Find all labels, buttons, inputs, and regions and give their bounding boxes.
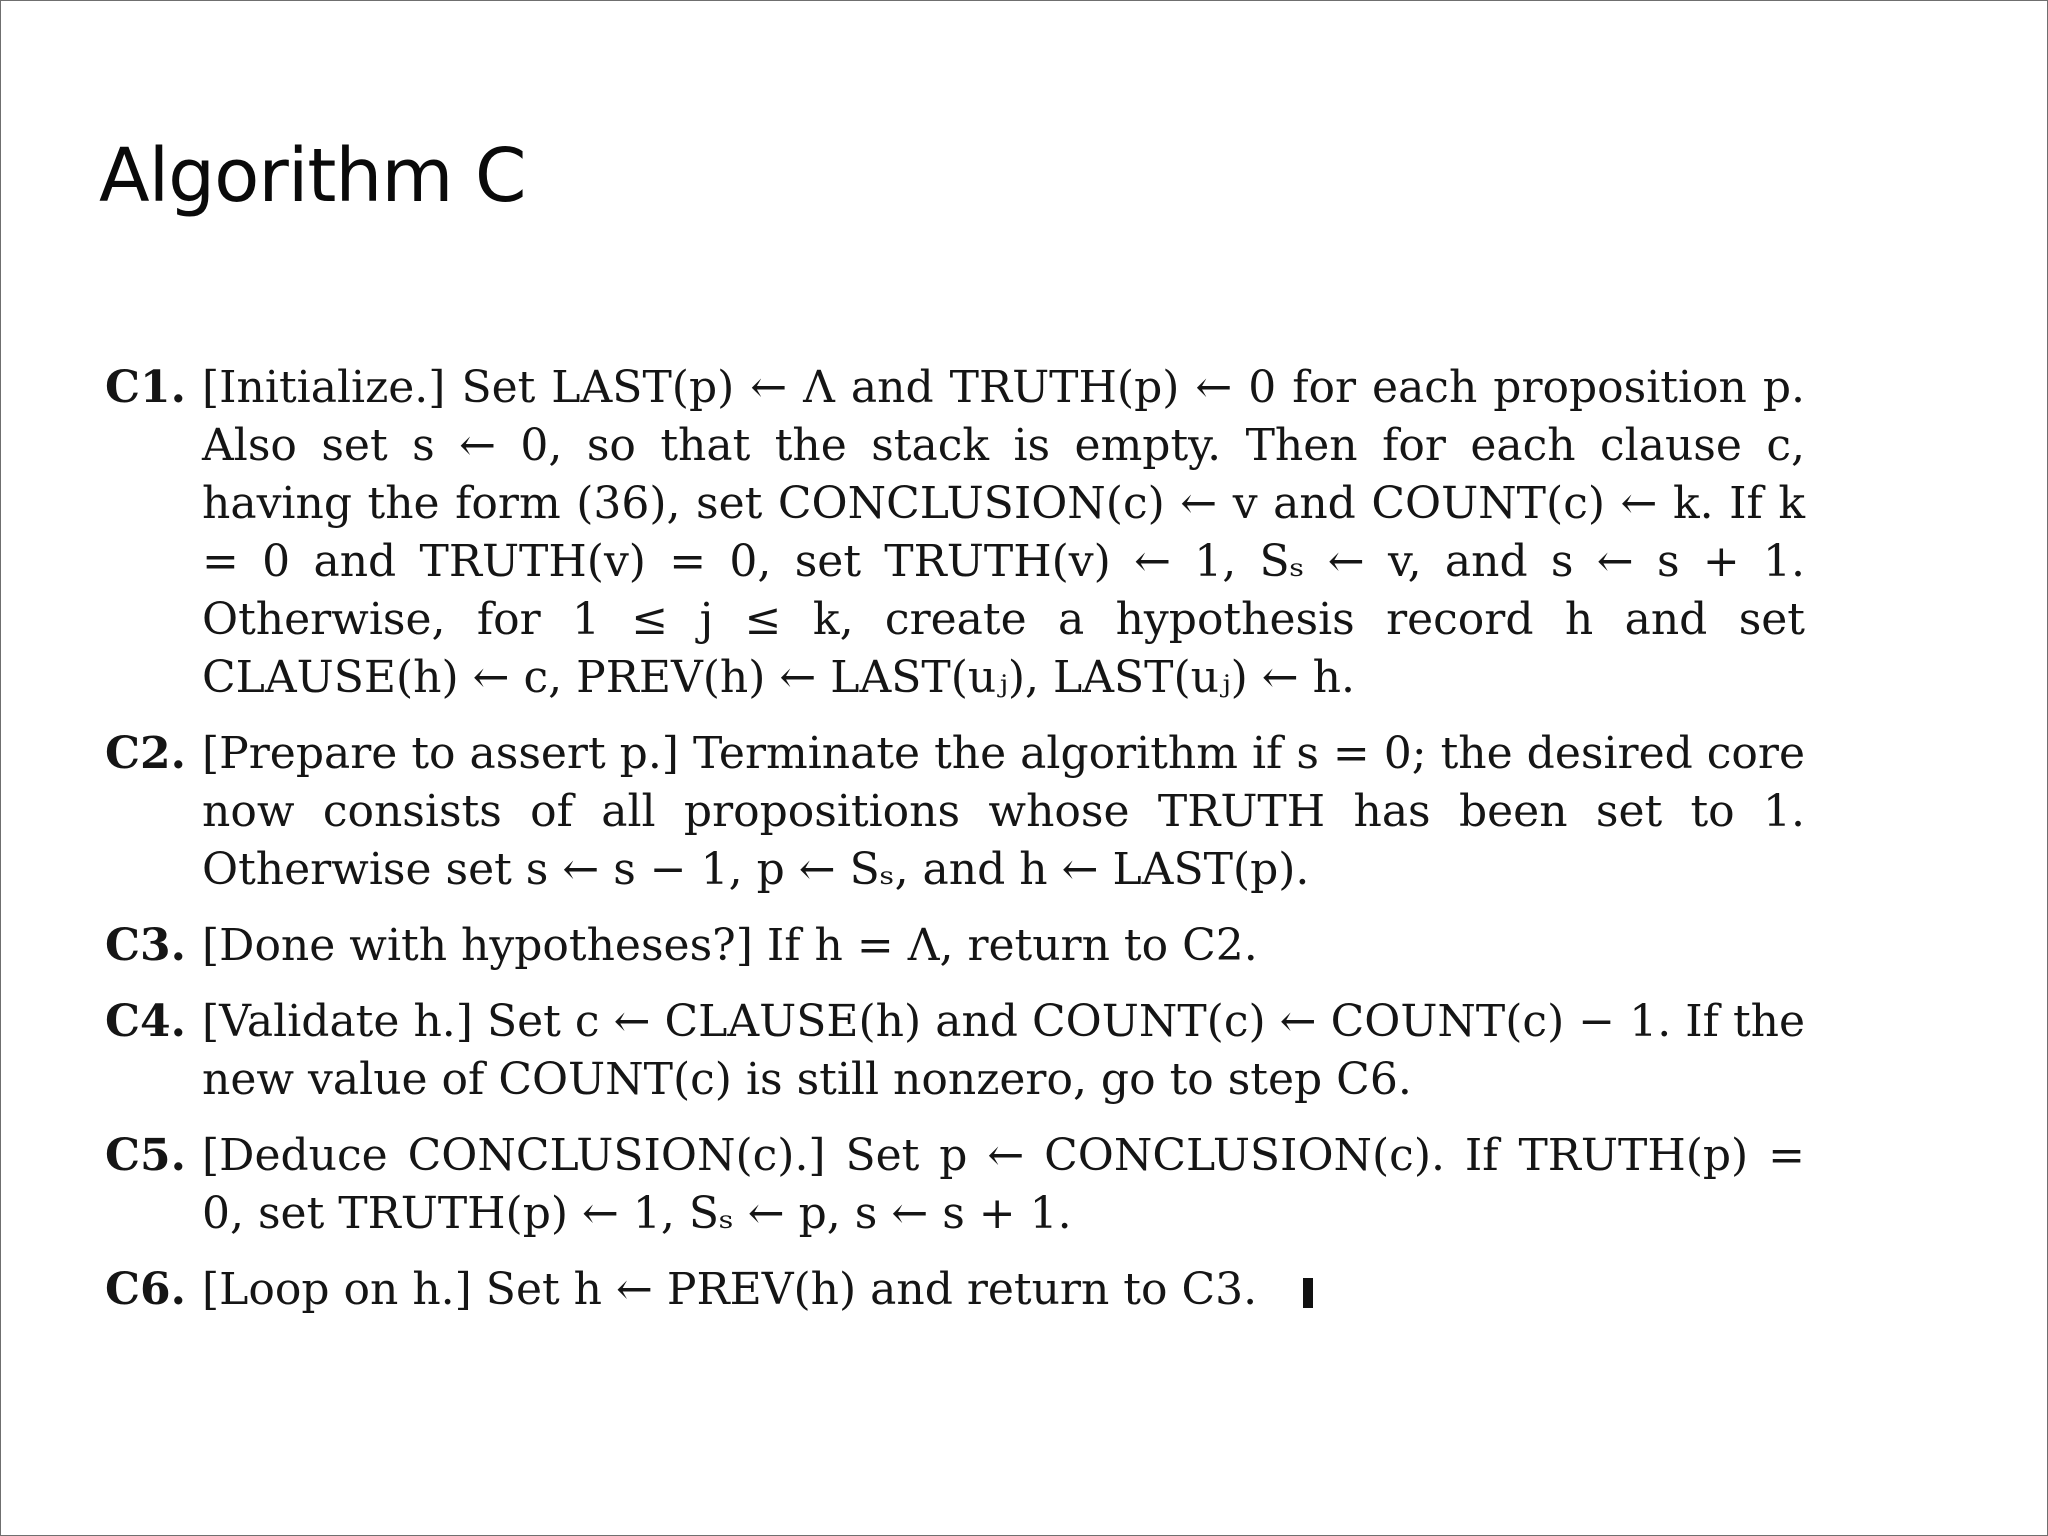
step-label: C2.: [105, 728, 186, 779]
step-c3: [105, 917, 1805, 975]
algorithm-steps: [105, 359, 1805, 1337]
step-text: [Done with hypotheses?] If h = Λ, return to C2.: [202, 920, 1258, 971]
step-label: C5.: [105, 1130, 186, 1181]
step-text: [Initialize.] Set LAST(p) ← Λ and TRUTH(p) ← 0 for each proposition p. Also set s ← 0, so that the stack is empty. Then for each clause c, having the form (36), set CONCLUSION(c) ← v and COUNT(c) ← k. If k = 0 and TRUTH(v) = 0, set TRUTH(v) ← 1, Sₛ ← v, and s ← s + 1. Otherwise, for 1 ≤ j ≤ k, create a hypothesis record h and set CLAUSE(h) ← c, PREV(h) ← LAST(uⱼ), LAST(uⱼ) ← h.: [202, 362, 1805, 703]
step-label: C4.: [105, 996, 186, 1047]
step-label: C1.: [105, 362, 186, 413]
end-of-algorithm-mark: [1303, 1278, 1313, 1308]
step-text-content: [Loop on h.] Set h ← PREV(h) and return to C3.: [202, 1264, 1258, 1315]
step-text: [Deduce CONCLUSION(c).] Set p ← CONCLUSION(c). If TRUTH(p) = 0, set TRUTH(p) ← 1, Sₛ ← p, s ← s + 1.: [202, 1130, 1805, 1239]
step-c4: [105, 993, 1805, 1109]
step-c2: [105, 725, 1805, 899]
step-c1: [105, 359, 1805, 707]
step-label: C3.: [105, 920, 186, 971]
step-c5: [105, 1127, 1805, 1243]
slide-title: Algorithm C: [99, 133, 526, 219]
step-label: C6.: [105, 1264, 186, 1315]
step-c6: [105, 1261, 1805, 1319]
step-text: [202, 1261, 1805, 1319]
step-text: [Prepare to assert p.] Terminate the algorithm if s = 0; the desired core now consists of all propositions whose TRUTH has been set to 1. Otherwise set s ← s − 1, p ← Sₛ, and h ← LAST(p).: [202, 728, 1805, 895]
step-text: [Validate h.] Set c ← CLAUSE(h) and COUNT(c) ← COUNT(c) − 1. If the new value of COUNT(c) is still nonzero, go to step C6.: [202, 996, 1805, 1105]
